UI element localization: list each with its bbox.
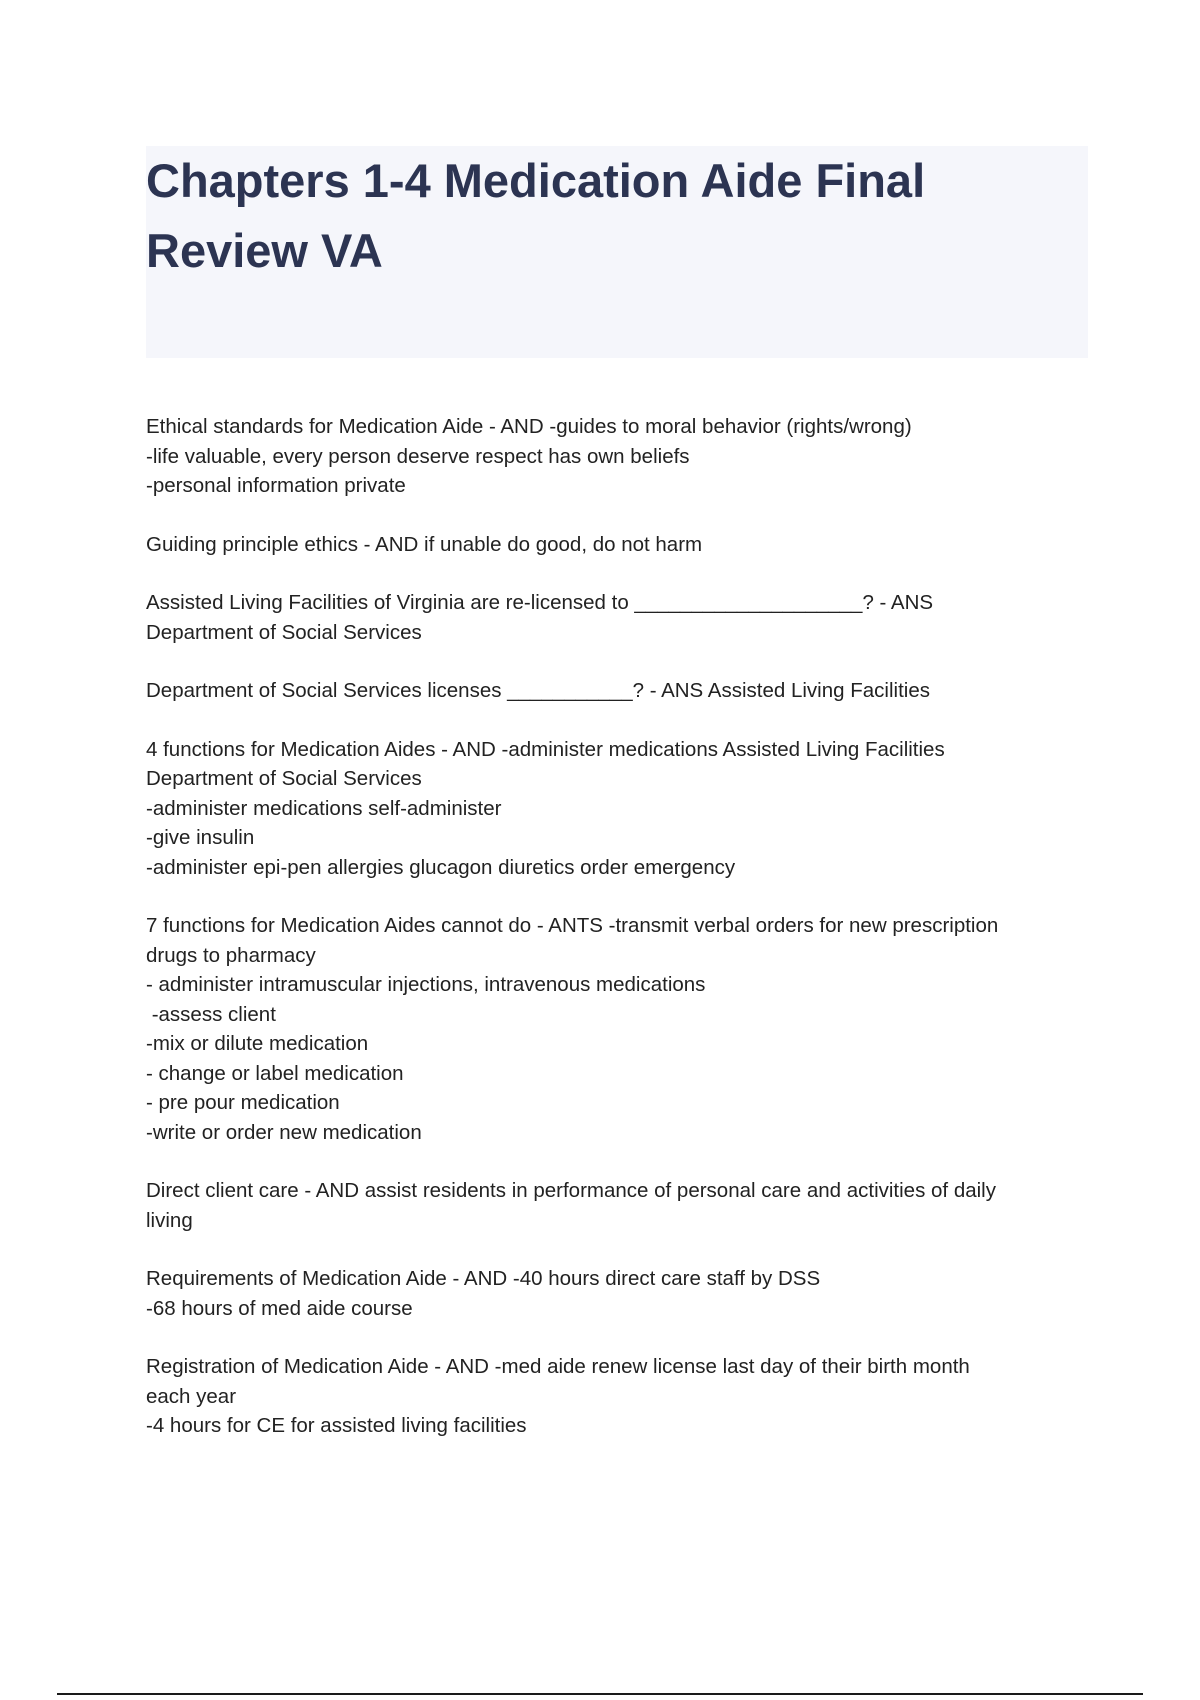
qa-entry-guiding-principle: Guiding principle ethics - AND if unable do good, do not harm [146,532,703,556]
qa-entry-dss-licenses: Department of Social Services licenses ___________? - ANS Assisted Living Facilities [146,679,930,702]
qa-entry-relicensed: Assisted Living Facilities of Virginia are re-licensed to ____________________? - ANS Department of Social Services [146,591,934,644]
qa-entry-four-functions: 4 functions for Medication Aides - AND -administer medications Assisted Living Facilities Department of Social Services -administer medications self-administer -give insulin -administer epi-pen allergies glucagon diuretics order emergency [146,737,945,879]
qa-entry-ethical-standards: Ethical standards for Medication Aide - AND -guides to moral behavior (rights/wrong) -life valuable, every person deserve respect has own beliefs -personal information private [146,415,912,497]
qa-entry-seven-functions: 7 functions for Medication Aides cannot do - ANTS -transmit verbal orders for new prescription drugs to pharmacy - administer intramuscular injections, intravenous medications -assess client -mix or dilute medication - change or label medication - pre pour medication -write or order new medication [146,914,999,1144]
qa-entry-direct-care: Direct client care - AND assist residents in performance of personal care and activities of daily living [146,1179,996,1232]
footer-divider [57,1693,1143,1695]
title-banner [146,146,1088,358]
document-title: Chapters 1-4 Medication Aide Final Review VA [146,154,926,277]
qa-entry-requirements: Requirements of Medication Aide - AND -40 hours direct care staff by DSS -68 hours of med aide course [146,1267,821,1320]
document-body [146,412,1086,1470]
qa-entry-registration: Registration of Medication Aide - AND -med aide renew license last day of their birth month each year -4 hours for CE for assisted living facilities [146,1355,970,1437]
